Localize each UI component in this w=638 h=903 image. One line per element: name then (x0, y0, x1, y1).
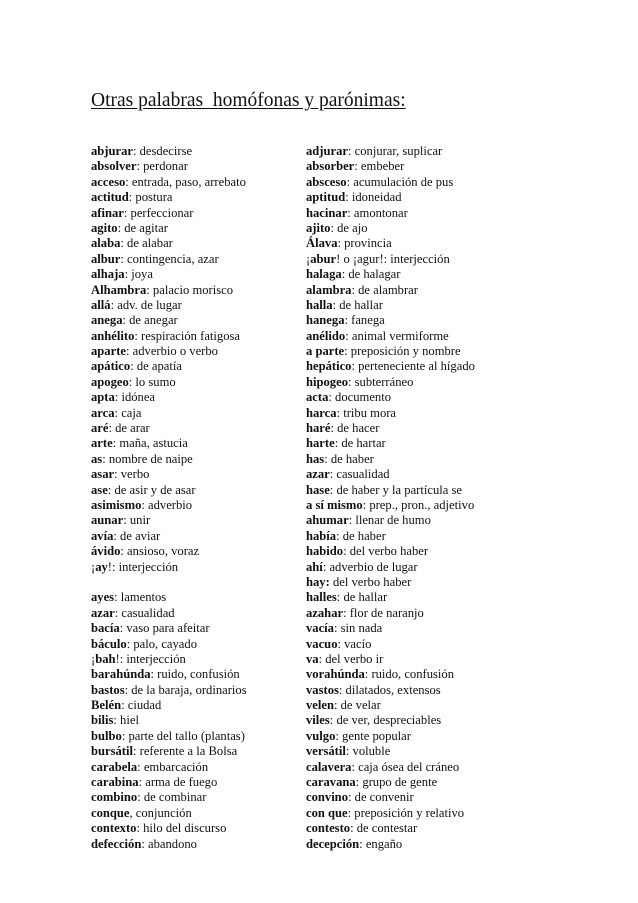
entry-definition: : embarcación (137, 759, 209, 774)
entry-word: vulgo (306, 728, 336, 743)
entry-word: báculo (91, 636, 127, 651)
entry-definition: : vacío (337, 636, 372, 651)
word-entry (91, 483, 247, 498)
entry-word: actitud (91, 190, 129, 205)
entry-definition: : embeber (354, 159, 405, 174)
entry-definition: : engaño (359, 836, 403, 851)
entry-word: allá (91, 297, 111, 312)
entry-word: hipogeo (306, 374, 348, 389)
word-entry (91, 637, 247, 652)
entry-definition: : ruido, confusión (150, 667, 240, 682)
word-entry (91, 175, 247, 190)
entry-definition: : de apatía (130, 359, 182, 374)
entry-definition: !: interjección (115, 651, 186, 666)
word-entry (91, 621, 247, 636)
entry-definition: : abandono (141, 836, 197, 851)
entry-word: bastos (91, 682, 125, 697)
entry-definition: : de haber (324, 451, 374, 466)
entry-word: Belén (91, 698, 122, 713)
entry-prefix: ¡ (306, 251, 311, 266)
entry-word: adjurar (306, 144, 348, 158)
entry-definition: : preposición y relativo (347, 805, 465, 820)
entry-word: viles (306, 713, 330, 728)
entry-word: absceso (306, 174, 347, 189)
word-entry (306, 790, 475, 805)
word-entry (306, 606, 475, 621)
word-entry (91, 698, 247, 713)
entry-word: arca (91, 405, 115, 420)
entry-definition: : de hallar (332, 297, 383, 312)
entry-definition: !: interjección (107, 559, 179, 574)
entry-prefix: ¡ (91, 559, 96, 574)
entry-word: a sí mismo (306, 497, 363, 512)
word-entry (306, 190, 475, 205)
entry-word: velen (306, 698, 334, 713)
entry-definition: : flor de naranjo (343, 605, 424, 620)
entry-definition: : respiración fatigosa (134, 328, 240, 343)
entry-word: va (306, 651, 319, 666)
word-entry (91, 837, 247, 852)
entry-definition: : dilatados, extensos (338, 682, 441, 697)
entry-word: ahí (306, 559, 323, 574)
entry-definition: : ciudad (121, 698, 162, 713)
entry-word: avía (91, 528, 114, 543)
entry-word: Alhambra (91, 282, 147, 297)
entry-word: hepático (306, 359, 352, 374)
entry-word: anega (91, 313, 123, 328)
word-entry (91, 283, 247, 298)
word-entry (306, 560, 475, 575)
word-entry (91, 560, 247, 575)
entry-definition: : documento (328, 390, 391, 405)
word-entry (306, 529, 475, 544)
entry-definition: : adverbio (141, 497, 193, 512)
left-word-list (91, 144, 247, 852)
entry-definition: : perdonar (136, 159, 188, 174)
word-entry (91, 359, 247, 374)
entry-definition: : animal vermiforme (345, 328, 449, 343)
word-entry (91, 467, 247, 482)
entry-definition: , conjunción (129, 805, 192, 820)
entry-definition: : postura (128, 190, 173, 205)
entry-word: vacía (306, 621, 334, 636)
entry-word: halles (306, 590, 337, 605)
entry-definition: : subterráneo (348, 374, 414, 389)
entry-word: convino (306, 790, 348, 805)
entry-word: alhaja (91, 267, 125, 282)
word-entry (91, 159, 247, 174)
entry-definition: : de hartar (334, 436, 386, 451)
entry-word: decepción (306, 836, 360, 851)
entry-definition: : de alabar (120, 236, 173, 251)
word-entry (91, 806, 247, 821)
entry-definition: : de haber y la partícula se (329, 482, 462, 497)
entry-definition: : tribu mora (336, 405, 397, 420)
word-entry (306, 483, 475, 498)
entry-word: asar (91, 467, 115, 482)
word-entry (306, 344, 475, 359)
word-entry (91, 498, 247, 513)
entry-word: barahúnda (91, 667, 151, 682)
word-entry (306, 806, 475, 821)
entry-word: a parte (306, 344, 345, 359)
word-entry (306, 206, 475, 221)
word-entry (306, 390, 475, 405)
entry-definition: : unir (123, 513, 151, 528)
word-entry (306, 667, 475, 682)
entry-word: defección (91, 836, 142, 851)
entry-definition: : adverbio o verbo (125, 344, 218, 359)
word-entry (306, 775, 475, 790)
word-entry (91, 390, 247, 405)
entry-definition: : hiel (113, 713, 139, 728)
entry-definition: del verbo haber (329, 574, 412, 589)
entry-word: aptitud (306, 190, 346, 205)
word-entry (91, 775, 247, 790)
word-entry (306, 683, 475, 698)
right-word-list (306, 144, 475, 852)
entry-definition: : perfeccionar (123, 205, 194, 220)
entry-definition: : caja (114, 405, 142, 420)
word-entry (306, 467, 475, 482)
word-entry (306, 744, 475, 759)
entry-definition: : ansioso, voraz (120, 544, 200, 559)
entry-word: absorber (306, 159, 355, 174)
entry-word: halaga (306, 267, 342, 282)
word-entry (91, 744, 247, 759)
word-entry (306, 375, 475, 390)
entry-word: bilis (91, 713, 114, 728)
entry-definition: : casualidad (329, 467, 390, 482)
entry-definition: : lamentos (114, 590, 167, 605)
entry-word: conque (91, 805, 130, 820)
entry-word: harca (306, 405, 337, 420)
entry-definition: : voluble (345, 744, 391, 759)
entry-word: bursátil (91, 744, 133, 759)
word-entry (306, 821, 475, 836)
word-entry (306, 329, 475, 344)
entry-definition: : del verbo ir (318, 651, 384, 666)
word-entry (91, 267, 247, 282)
entry-definition: : acumulación de pus (346, 174, 454, 189)
entry-word: hanega (306, 313, 345, 328)
word-entry (91, 190, 247, 205)
word-entry (306, 652, 475, 667)
word-entry (306, 621, 475, 636)
entry-word: apático (91, 359, 131, 374)
entry-word: ayes (91, 590, 115, 605)
entry-word: aunar (91, 513, 124, 528)
entry-word: vorahúnda (306, 667, 365, 682)
word-entry (306, 421, 475, 436)
word-entry (306, 760, 475, 775)
entry-definition: : de hacer (330, 421, 380, 436)
entry-definition: : de combinar (137, 790, 207, 805)
entry-definition: : arma de fuego (138, 775, 218, 790)
word-entry (91, 652, 247, 667)
word-entry (306, 159, 475, 174)
entry-word: halla (306, 297, 333, 312)
word-entry (306, 637, 475, 652)
word-entry (91, 529, 247, 544)
word-entry (306, 236, 475, 251)
entry-definition: : parte del tallo (plantas) (121, 728, 245, 743)
word-entry (306, 436, 475, 451)
entry-definition: : adv. de lugar (110, 297, 182, 312)
entry-definition: : provincia (337, 236, 392, 251)
word-entry (306, 837, 475, 852)
entry-word: carabina (91, 775, 139, 790)
word-entry (91, 236, 247, 251)
entry-definition: : desdecirse (132, 144, 193, 158)
word-entry (306, 144, 475, 159)
word-entry (91, 206, 247, 221)
entry-word: albur (91, 251, 121, 266)
entry-definition: : de convenir (348, 790, 414, 805)
entry-word: absolver (91, 159, 137, 174)
entry-definition: : casualidad (114, 605, 175, 620)
entry-definition: : de asir y de asar (107, 482, 196, 497)
entry-definition: : referente a la Bolsa (133, 744, 238, 759)
word-entry (306, 713, 475, 728)
word-entry (306, 283, 475, 298)
entry-word: apogeo (91, 374, 129, 389)
entry-definition: : contingencia, azar (120, 251, 219, 266)
entry-definition: : palo, cayado (126, 636, 197, 651)
entry-word: aré (91, 421, 109, 436)
entry-word: aparte (91, 344, 126, 359)
entry-word: ajito (306, 220, 331, 235)
word-entry (91, 821, 247, 836)
entry-word: abjurar (91, 144, 133, 158)
entry-word: versátil (306, 744, 346, 759)
entry-definition: : de ver, despreciables (329, 713, 442, 728)
entry-word: bulbo (91, 728, 122, 743)
word-entry (91, 144, 247, 159)
entry-word: arte (91, 436, 113, 451)
entry-word: combino (91, 790, 138, 805)
entry-definition: : joya (124, 267, 153, 282)
entry-definition: : fanega (344, 313, 385, 328)
entry-word: caravana (306, 775, 356, 790)
entry-word: vastos (306, 682, 339, 697)
word-entry (91, 606, 247, 621)
entry-definition: : de agitar (117, 220, 168, 235)
word-entry (91, 544, 247, 559)
page-title: Otras palabras homófonas y parónimas: (91, 90, 406, 111)
word-entry (91, 252, 247, 267)
word-entry (91, 421, 247, 436)
entry-definition: : nombre de naipe (102, 451, 193, 466)
entry-word: vacuo (306, 636, 338, 651)
entry-definition: : de haber (336, 528, 386, 543)
entry-word: alaba (91, 236, 121, 251)
entry-word: has (306, 451, 325, 466)
entry-word: apta (91, 390, 115, 405)
entry-definition: ! o ¡agur!: interjección (336, 251, 450, 266)
entry-definition: : amontonar (347, 205, 408, 220)
entry-word: carabela (91, 759, 138, 774)
word-entry (306, 513, 475, 528)
word-entry (306, 313, 475, 328)
entry-word: as (91, 451, 103, 466)
entry-definition: : adverbio de lugar (322, 559, 418, 574)
word-entry (91, 790, 247, 805)
word-entry (91, 713, 247, 728)
entry-word: asimismo (91, 497, 142, 512)
blank-line (91, 575, 247, 590)
entry-definition: : de arar (108, 421, 150, 436)
entry-definition: : preposición y nombre (344, 344, 461, 359)
word-entry (306, 267, 475, 282)
entry-word: Álava (306, 236, 338, 251)
entry-definition: : gente popular (335, 728, 411, 743)
entry-word: harte (306, 436, 335, 451)
entry-word: ahumar (306, 513, 349, 528)
entry-word: anhélito (91, 328, 135, 343)
entry-word: anélido (306, 328, 346, 343)
word-entry (306, 544, 475, 559)
word-entry (91, 436, 247, 451)
entry-definition: : de ajo (330, 220, 368, 235)
entry-word: abur (310, 251, 337, 266)
word-entry (91, 590, 247, 605)
entry-word: acta (306, 390, 329, 405)
word-entry (91, 329, 247, 344)
entry-word: había (306, 528, 337, 543)
word-entry (91, 313, 247, 328)
entry-definition: : entrada, paso, arrebato (125, 174, 246, 189)
entry-definition: : sin nada (333, 621, 383, 636)
entry-word: hase (306, 482, 330, 497)
word-entry (306, 221, 475, 236)
word-entry (91, 452, 247, 467)
entry-definition: : del verbo haber (343, 544, 429, 559)
entry-word: afinar (91, 205, 124, 220)
entry-definition: : idónea (114, 390, 156, 405)
entry-word: ase (91, 482, 108, 497)
word-entry (306, 498, 475, 513)
entry-definition: : maña, astucia (112, 436, 188, 451)
word-entry (306, 729, 475, 744)
entry-definition: : lo sumo (128, 374, 176, 389)
word-entry (91, 344, 247, 359)
entry-definition: : ruido, confusión (364, 667, 454, 682)
entry-word: hay: (306, 574, 330, 589)
entry-word: bah (95, 651, 116, 666)
word-entry (91, 729, 247, 744)
word-entry (306, 575, 475, 590)
word-entry (91, 667, 247, 682)
entry-definition: : de aviar (113, 528, 161, 543)
word-entry (91, 683, 247, 698)
word-entry (306, 252, 475, 267)
word-entry (91, 221, 247, 236)
word-entry (306, 698, 475, 713)
word-entry (91, 513, 247, 528)
word-entry (306, 298, 475, 313)
word-entry (91, 298, 247, 313)
entry-word: contexto (91, 821, 137, 836)
entry-word: hacinar (306, 205, 348, 220)
entry-definition: : hilo del discurso (136, 821, 227, 836)
entry-definition: : perteneciente al hígado (351, 359, 475, 374)
entry-definition: : llenar de humo (348, 513, 431, 528)
entry-definition: : prep., pron., adjetivo (362, 497, 475, 512)
entry-definition: : vaso para afeitar (119, 621, 210, 636)
entry-word: habido (306, 544, 344, 559)
entry-word: ay (95, 559, 108, 574)
entry-word: con que (306, 805, 348, 820)
entry-definition: : grupo de gente (355, 775, 438, 790)
entry-definition: : verbo (114, 467, 150, 482)
word-entry (306, 175, 475, 190)
word-entry (91, 406, 247, 421)
word-entry (306, 406, 475, 421)
word-entry (306, 452, 475, 467)
entry-word: haré (306, 421, 331, 436)
entry-prefix: ¡ (91, 651, 96, 666)
word-entry (91, 375, 247, 390)
entry-definition: : de la baraja, ordinarios (124, 682, 247, 697)
word-entry (91, 760, 247, 775)
entry-word: azahar (306, 605, 344, 620)
entry-definition: : de halagar (341, 267, 401, 282)
entry-word: contesto (306, 821, 351, 836)
entry-definition: : conjurar, suplicar (347, 144, 443, 158)
entry-word: agito (91, 220, 118, 235)
entry-definition: : de velar (333, 698, 381, 713)
entry-word: azar (306, 467, 330, 482)
entry-definition: : de anegar (122, 313, 178, 328)
entry-definition: : palacio morisco (146, 282, 234, 297)
word-entry (306, 590, 475, 605)
entry-word: azar (91, 605, 115, 620)
entry-definition: : de alambrar (351, 282, 418, 297)
entry-definition: : de contestar (350, 821, 418, 836)
entry-word: ávido (91, 544, 121, 559)
entry-word: alambra (306, 282, 352, 297)
entry-definition: : idoneidad (345, 190, 402, 205)
entry-word: acceso (91, 174, 126, 189)
entry-word: bacía (91, 621, 120, 636)
entry-definition: : de hallar (336, 590, 388, 605)
word-entry (306, 359, 475, 374)
entry-word: calavera (306, 759, 352, 774)
entry-definition: : caja ósea del cráneo (351, 759, 460, 774)
